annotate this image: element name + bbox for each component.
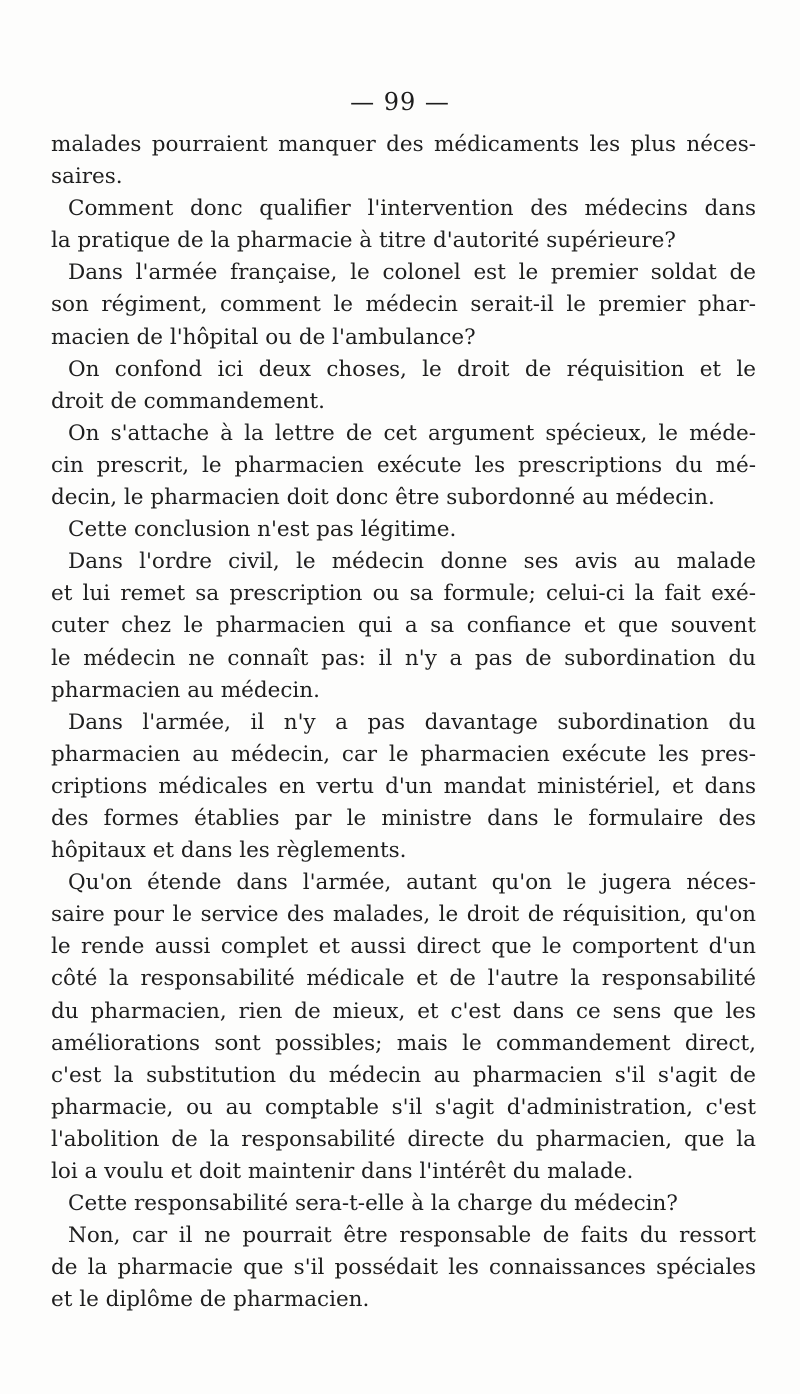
text-line: Qu'on étende dans l'armée, autant qu'on le jugera néces- <box>68 870 756 896</box>
body-text <box>51 129 756 1316</box>
text-line: et le diplôme de pharmacien. <box>51 1287 370 1313</box>
text-line: decin, le pharmacien doit donc être subordonné au médecin. <box>51 485 715 511</box>
text-line: loi a voulu et doit maintenir dans l'intérêt du malade. <box>51 1159 634 1184</box>
text-line: pharmacien au médecin. <box>51 677 320 703</box>
text-line: saire pour le service des malades, le droit de réquisition, qu'on <box>51 902 756 928</box>
text-line: Dans l'ordre civil, le médecin donne ses avis au malade <box>68 549 756 575</box>
text-line: et lui remet sa prescription ou sa formule; celui-ci la fait exé- <box>51 581 756 607</box>
text-line: cuter chez le pharmacien qui a sa confiance et que souvent <box>51 613 756 639</box>
text-line: Comment donc qualifier l'intervention des médecins dans <box>68 196 756 222</box>
text-line: malades pourraient manquer des médicaments les plus néces- <box>51 132 756 157</box>
text-line: On s'attache à la lettre de cet argument spécieux, le méde- <box>68 420 756 446</box>
text-line: Dans l'armée, il n'y a pas davantage subordination du <box>68 709 756 735</box>
text-line: l'abolition de la responsabilité directe du pharmacien, que la <box>51 1126 756 1152</box>
text-line: pharmacien au médecin, car le pharmacien exécute les pres- <box>51 741 756 767</box>
text-line: Dans l'armée française, le colonel est le premier soldat de <box>68 260 756 286</box>
text-line: On confond ici deux choses, le droit de réquisition et le <box>68 356 756 382</box>
text-line: pharmacie, ou au comptable s'il s'agit d'administration, c'est <box>51 1094 756 1120</box>
text-line: de la pharmacie que s'il possédait les connaissances spéciales <box>51 1255 756 1281</box>
text-line: cin prescrit, le pharmacien exécute les prescriptions du mé- <box>51 452 756 478</box>
text-line: droit de commandement. <box>51 388 325 414</box>
page-number: — 99 — <box>350 88 450 116</box>
text-line: criptions médicales en vertu d'un mandat ministériel, et dans <box>51 773 756 799</box>
text-line: hôpitaux et dans les règlements. <box>51 838 407 864</box>
text-line: Non, car il ne pourrait être responsable de faits du ressort <box>68 1223 756 1249</box>
text-line: Cette responsabilité sera-t-elle à la charge du médecin? <box>68 1191 678 1217</box>
text-line: des formes établies par le ministre dans le formulaire des <box>51 805 756 831</box>
text-line: le médecin ne connaît pas: il n'y a pas de subordination du <box>51 645 756 671</box>
text-line: saires. <box>51 164 123 190</box>
text-line: la pratique de la pharmacie à titre d'autorité supérieure? <box>51 228 676 254</box>
text-line: améliorations sont possibles; mais le commandement direct, <box>51 1030 756 1056</box>
text-line: le rende aussi complet et aussi direct que le comportent d'un <box>51 934 756 960</box>
text-line: c'est la substitution du médecin au pharmacien s'il s'agit de <box>51 1062 756 1088</box>
text-line: côté la responsabilité médicale et de l'autre la responsabilité <box>51 966 756 992</box>
text-line: du pharmacien, rien de mieux, et c'est dans ce sens que les <box>51 998 756 1024</box>
text-line: son régiment, comment le médecin serait-il le premier phar- <box>51 292 756 318</box>
text-line: Cette conclusion n'est pas légitime. <box>68 517 457 543</box>
text-line: macien de l'hôpital ou de l'ambulance? <box>51 324 476 350</box>
